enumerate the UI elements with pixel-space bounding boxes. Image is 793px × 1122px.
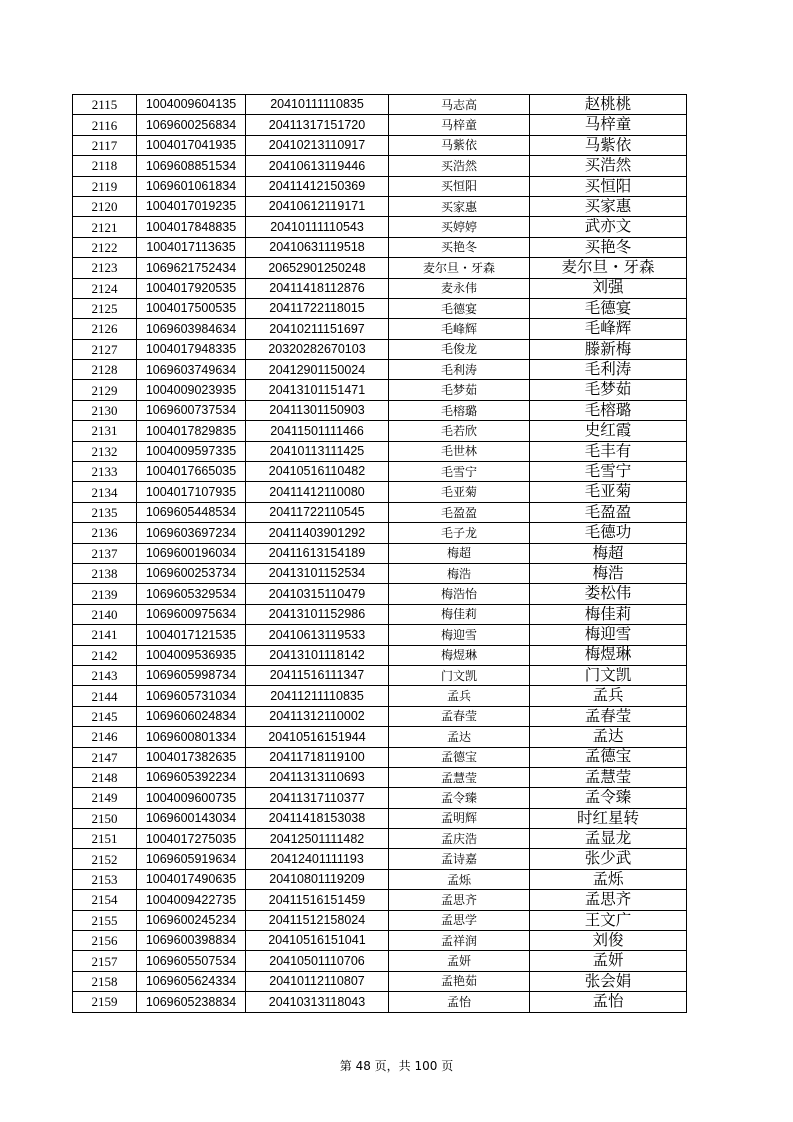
sequence-number-cell: 2154 [73, 890, 137, 910]
recorded-name-cell: 毛雪宁 [530, 462, 687, 482]
table-row [73, 706, 687, 726]
recorded-name-cell: 梅浩 [530, 563, 687, 583]
recorded-name-cell: 孟显龙 [530, 829, 687, 849]
sequence-number-cell: 2133 [73, 462, 137, 482]
name-cell: 孟春莹 [389, 706, 530, 726]
name-cell: 门文凯 [389, 665, 530, 685]
recorded-name-cell: 时红星转 [530, 808, 687, 828]
name-cell: 毛峰辉 [389, 319, 530, 339]
sequence-number-cell: 2117 [73, 135, 137, 155]
exam-number-cell: 20413101118142 [246, 645, 389, 665]
exam-number-cell: 20411718119100 [246, 747, 389, 767]
sequence-number-cell: 2125 [73, 298, 137, 318]
recorded-name-cell: 毛丰有 [530, 441, 687, 461]
recorded-name-cell: 毛峰辉 [530, 319, 687, 339]
table-row [73, 767, 687, 787]
name-cell: 孟令臻 [389, 788, 530, 808]
recorded-name-cell: 王文广 [530, 910, 687, 930]
name-cell: 毛俊龙 [389, 339, 530, 359]
name-cell: 毛梦茹 [389, 380, 530, 400]
recorded-name-cell: 毛德宴 [530, 298, 687, 318]
name-cell: 马志高 [389, 95, 530, 115]
sequence-number-cell: 2116 [73, 115, 137, 135]
exam-number-cell: 20411412150369 [246, 176, 389, 196]
recorded-name-cell: 毛利涛 [530, 360, 687, 380]
name-cell: 孟庆浩 [389, 829, 530, 849]
sequence-number-cell: 2152 [73, 849, 137, 869]
recorded-name-cell: 孟慧莹 [530, 767, 687, 787]
exam-number-cell: 20410516151041 [246, 931, 389, 951]
recorded-name-cell: 买浩然 [530, 156, 687, 176]
exam-number-cell: 20411722110545 [246, 502, 389, 522]
table-row [73, 563, 687, 583]
table-row [73, 156, 687, 176]
table-row [73, 360, 687, 380]
applicant-id-cell: 1004009422735 [137, 890, 246, 910]
recorded-name-cell: 梅煜琳 [530, 645, 687, 665]
recorded-name-cell: 孟兵 [530, 686, 687, 706]
exam-number-cell: 20410213110917 [246, 135, 389, 155]
exam-number-cell: 20410801119209 [246, 869, 389, 889]
applicant-id-cell: 1004017107935 [137, 482, 246, 502]
sequence-number-cell: 2126 [73, 319, 137, 339]
exam-number-cell: 20411317110377 [246, 788, 389, 808]
name-cell: 孟妍 [389, 951, 530, 971]
exam-number-cell: 20410112110807 [246, 971, 389, 991]
name-cell: 毛亚菊 [389, 482, 530, 502]
name-cell: 孟德宝 [389, 747, 530, 767]
exam-number-cell: 20410516110482 [246, 462, 389, 482]
sequence-number-cell: 2129 [73, 380, 137, 400]
table-row [73, 298, 687, 318]
table-row [73, 196, 687, 216]
exam-number-cell: 20411301150903 [246, 400, 389, 420]
exam-number-cell: 20410613119533 [246, 625, 389, 645]
exam-number-cell: 20652901250248 [246, 258, 389, 278]
exam-number-cell: 20410516151944 [246, 727, 389, 747]
table-row [73, 176, 687, 196]
name-cell: 孟艳茹 [389, 971, 530, 991]
exam-number-cell: 20411722118015 [246, 298, 389, 318]
applicant-id-cell: 1004017829835 [137, 421, 246, 441]
name-cell: 孟兵 [389, 686, 530, 706]
table-row [73, 808, 687, 828]
name-cell: 孟思学 [389, 910, 530, 930]
exam-number-cell: 20410631119518 [246, 237, 389, 257]
sequence-number-cell: 2128 [73, 360, 137, 380]
sequence-number-cell: 2123 [73, 258, 137, 278]
sequence-number-cell: 2119 [73, 176, 137, 196]
exam-number-cell: 20410211151697 [246, 319, 389, 339]
table-row [73, 135, 687, 155]
name-cell: 孟思齐 [389, 890, 530, 910]
sequence-number-cell: 2135 [73, 502, 137, 522]
exam-number-cell: 20410612119171 [246, 196, 389, 216]
name-cell: 毛子龙 [389, 523, 530, 543]
table-row [73, 665, 687, 685]
exam-number-cell: 20411418112876 [246, 278, 389, 298]
recorded-name-cell: 麦尔旦・牙森 [530, 258, 687, 278]
table-row [73, 339, 687, 359]
applicant-id-cell: 1004017948335 [137, 339, 246, 359]
exam-number-cell: 20411418153038 [246, 808, 389, 828]
name-cell: 孟烁 [389, 869, 530, 889]
applicant-id-cell: 1069605392234 [137, 767, 246, 787]
exam-number-cell: 20411501111466 [246, 421, 389, 441]
sequence-number-cell: 2156 [73, 931, 137, 951]
recorded-name-cell: 史红霞 [530, 421, 687, 441]
table-row [73, 441, 687, 461]
recorded-name-cell: 张会娟 [530, 971, 687, 991]
sequence-number-cell: 2149 [73, 788, 137, 808]
roster-table-body [73, 95, 687, 1013]
exam-number-cell: 20410111110835 [246, 95, 389, 115]
applicant-id-cell: 1069603984634 [137, 319, 246, 339]
sequence-number-cell: 2140 [73, 604, 137, 624]
applicant-id-cell: 1004017019235 [137, 196, 246, 216]
name-cell: 毛世林 [389, 441, 530, 461]
recorded-name-cell: 武亦文 [530, 217, 687, 237]
exam-number-cell: 20413101151471 [246, 380, 389, 400]
recorded-name-cell: 孟妍 [530, 951, 687, 971]
applicant-id-cell: 1069605448534 [137, 502, 246, 522]
sequence-number-cell: 2146 [73, 727, 137, 747]
applicant-id-cell: 1004017665035 [137, 462, 246, 482]
applicant-id-cell: 1069605507534 [137, 951, 246, 971]
table-row [73, 625, 687, 645]
applicant-id-cell: 1004017382635 [137, 747, 246, 767]
applicant-id-cell: 1004017275035 [137, 829, 246, 849]
applicant-id-cell: 1004009600735 [137, 788, 246, 808]
applicant-id-cell: 1004017121535 [137, 625, 246, 645]
name-cell: 毛榕璐 [389, 400, 530, 420]
sequence-number-cell: 2136 [73, 523, 137, 543]
applicant-id-cell: 1069606024834 [137, 706, 246, 726]
exam-number-cell: 20411516111347 [246, 665, 389, 685]
exam-number-cell: 20412401111193 [246, 849, 389, 869]
sequence-number-cell: 2139 [73, 584, 137, 604]
name-cell: 孟明辉 [389, 808, 530, 828]
name-cell: 麦永伟 [389, 278, 530, 298]
sequence-number-cell: 2148 [73, 767, 137, 787]
name-cell: 毛德宴 [389, 298, 530, 318]
name-cell: 孟达 [389, 727, 530, 747]
table-row [73, 829, 687, 849]
applicant-id-cell: 1004009604135 [137, 95, 246, 115]
applicant-id-cell: 1069600196034 [137, 543, 246, 563]
sequence-number-cell: 2121 [73, 217, 137, 237]
table-row [73, 380, 687, 400]
recorded-name-cell: 马紫依 [530, 135, 687, 155]
sequence-number-cell: 2120 [73, 196, 137, 216]
recorded-name-cell: 买艳冬 [530, 237, 687, 257]
recorded-name-cell: 毛榕璐 [530, 400, 687, 420]
recorded-name-cell: 梅超 [530, 543, 687, 563]
recorded-name-cell: 梅佳莉 [530, 604, 687, 624]
table-row [73, 584, 687, 604]
exam-number-cell: 20410315110479 [246, 584, 389, 604]
applicant-id-cell: 1004017041935 [137, 135, 246, 155]
applicant-id-cell: 1069605329534 [137, 584, 246, 604]
name-cell: 孟怡 [389, 992, 530, 1012]
exam-number-cell: 20413101152986 [246, 604, 389, 624]
recorded-name-cell: 马梓童 [530, 115, 687, 135]
table-row [73, 645, 687, 665]
recorded-name-cell: 娄松伟 [530, 584, 687, 604]
name-cell: 毛盈盈 [389, 502, 530, 522]
table-row [73, 727, 687, 747]
sequence-number-cell: 2115 [73, 95, 137, 115]
table-row [73, 115, 687, 135]
applicant-id-cell: 1069621752434 [137, 258, 246, 278]
sequence-number-cell: 2138 [73, 563, 137, 583]
sequence-number-cell: 2124 [73, 278, 137, 298]
table-row [73, 400, 687, 420]
table-row [73, 237, 687, 257]
recorded-name-cell: 毛梦茹 [530, 380, 687, 400]
table-row [73, 890, 687, 910]
page-footer: 第 48 页，共 100 页 [339, 1059, 454, 1073]
recorded-name-cell: 张少武 [530, 849, 687, 869]
recorded-name-cell: 孟达 [530, 727, 687, 747]
recorded-name-cell: 孟烁 [530, 869, 687, 889]
table-row [73, 931, 687, 951]
applicant-id-cell: 1004017848835 [137, 217, 246, 237]
applicant-id-cell: 1069605238834 [137, 992, 246, 1012]
exam-number-cell: 20411312110002 [246, 706, 389, 726]
exam-number-cell: 20410313118043 [246, 992, 389, 1012]
name-cell: 梅煜琳 [389, 645, 530, 665]
applicant-id-cell: 1069600737534 [137, 400, 246, 420]
table-row [73, 849, 687, 869]
recorded-name-cell: 刘强 [530, 278, 687, 298]
applicant-id-cell: 1004017920535 [137, 278, 246, 298]
applicant-id-cell: 1004009536935 [137, 645, 246, 665]
roster-table [72, 94, 687, 1013]
exam-number-cell: 20410613119446 [246, 156, 389, 176]
recorded-name-cell: 滕新梅 [530, 339, 687, 359]
applicant-id-cell: 1069603749634 [137, 360, 246, 380]
table-row [73, 747, 687, 767]
table-row [73, 869, 687, 889]
applicant-id-cell: 1069601061834 [137, 176, 246, 196]
table-row [73, 951, 687, 971]
exam-number-cell: 20410113111425 [246, 441, 389, 461]
name-cell: 孟祥润 [389, 931, 530, 951]
applicant-id-cell: 1069600801334 [137, 727, 246, 747]
recorded-name-cell: 孟德宝 [530, 747, 687, 767]
table-row [73, 217, 687, 237]
table-row [73, 523, 687, 543]
applicant-id-cell: 1069605998734 [137, 665, 246, 685]
sequence-number-cell: 2159 [73, 992, 137, 1012]
sequence-number-cell: 2130 [73, 400, 137, 420]
name-cell: 梅迎雪 [389, 625, 530, 645]
recorded-name-cell: 孟令臻 [530, 788, 687, 808]
applicant-id-cell: 1069600143034 [137, 808, 246, 828]
table-row [73, 462, 687, 482]
applicant-id-cell: 1069603697234 [137, 523, 246, 543]
name-cell: 麦尔旦・牙森 [389, 258, 530, 278]
applicant-id-cell: 1069605731034 [137, 686, 246, 706]
applicant-id-cell: 1069600256834 [137, 115, 246, 135]
sequence-number-cell: 2131 [73, 421, 137, 441]
sequence-number-cell: 2150 [73, 808, 137, 828]
sequence-number-cell: 2141 [73, 625, 137, 645]
sequence-number-cell: 2134 [73, 482, 137, 502]
name-cell: 毛若欣 [389, 421, 530, 441]
name-cell: 孟慧莹 [389, 767, 530, 787]
name-cell: 买家惠 [389, 196, 530, 216]
recorded-name-cell: 毛盈盈 [530, 502, 687, 522]
name-cell: 买艳冬 [389, 237, 530, 257]
table-row [73, 543, 687, 563]
sequence-number-cell: 2143 [73, 665, 137, 685]
recorded-name-cell: 孟春莹 [530, 706, 687, 726]
applicant-id-cell: 1069600975634 [137, 604, 246, 624]
sequence-number-cell: 2145 [73, 706, 137, 726]
recorded-name-cell: 买恒阳 [530, 176, 687, 196]
exam-number-cell: 20411313110693 [246, 767, 389, 787]
sequence-number-cell: 2122 [73, 237, 137, 257]
sequence-number-cell: 2144 [73, 686, 137, 706]
applicant-id-cell: 1069605624334 [137, 971, 246, 991]
exam-number-cell: 20413101152534 [246, 563, 389, 583]
table-row [73, 910, 687, 930]
recorded-name-cell: 梅迎雪 [530, 625, 687, 645]
table-row [73, 421, 687, 441]
recorded-name-cell: 刘俊 [530, 931, 687, 951]
exam-number-cell: 20411317151720 [246, 115, 389, 135]
recorded-name-cell: 赵桃桃 [530, 95, 687, 115]
name-cell: 马梓童 [389, 115, 530, 135]
exam-number-cell: 20412901150024 [246, 360, 389, 380]
sequence-number-cell: 2151 [73, 829, 137, 849]
applicant-id-cell: 1004009023935 [137, 380, 246, 400]
applicant-id-cell: 1004017500535 [137, 298, 246, 318]
name-cell: 梅浩怡 [389, 584, 530, 604]
exam-number-cell: 20411403901292 [246, 523, 389, 543]
name-cell: 毛利涛 [389, 360, 530, 380]
table-row [73, 686, 687, 706]
sequence-number-cell: 2157 [73, 951, 137, 971]
exam-number-cell: 20410501110706 [246, 951, 389, 971]
applicant-id-cell: 1069600245234 [137, 910, 246, 930]
exam-number-cell: 20320282670103 [246, 339, 389, 359]
exam-number-cell: 20411516151459 [246, 890, 389, 910]
applicant-id-cell: 1004017490635 [137, 869, 246, 889]
applicant-id-cell: 1069600398834 [137, 931, 246, 951]
exam-number-cell: 20410111110543 [246, 217, 389, 237]
sequence-number-cell: 2118 [73, 156, 137, 176]
name-cell: 梅超 [389, 543, 530, 563]
name-cell: 买恒阳 [389, 176, 530, 196]
sequence-number-cell: 2127 [73, 339, 137, 359]
table-row [73, 482, 687, 502]
table-row [73, 788, 687, 808]
sequence-number-cell: 2153 [73, 869, 137, 889]
exam-number-cell: 20411412110080 [246, 482, 389, 502]
table-row [73, 604, 687, 624]
table-row [73, 258, 687, 278]
table-row [73, 992, 687, 1012]
exam-number-cell: 20412501111482 [246, 829, 389, 849]
sequence-number-cell: 2132 [73, 441, 137, 461]
name-cell: 买婷婷 [389, 217, 530, 237]
exam-number-cell: 20411211110835 [246, 686, 389, 706]
sequence-number-cell: 2147 [73, 747, 137, 767]
sequence-number-cell: 2142 [73, 645, 137, 665]
name-cell: 毛雪宁 [389, 462, 530, 482]
sequence-number-cell: 2158 [73, 971, 137, 991]
applicant-id-cell: 1004009597335 [137, 441, 246, 461]
recorded-name-cell: 孟思齐 [530, 890, 687, 910]
recorded-name-cell: 孟怡 [530, 992, 687, 1012]
name-cell: 买浩然 [389, 156, 530, 176]
applicant-id-cell: 1069605919634 [137, 849, 246, 869]
table-row [73, 278, 687, 298]
table-row [73, 971, 687, 991]
exam-number-cell: 20411613154189 [246, 543, 389, 563]
applicant-id-cell: 1069608851534 [137, 156, 246, 176]
table-row [73, 319, 687, 339]
applicant-id-cell: 1004017113635 [137, 237, 246, 257]
name-cell: 孟诗嘉 [389, 849, 530, 869]
recorded-name-cell: 毛德功 [530, 523, 687, 543]
exam-number-cell: 20411512158024 [246, 910, 389, 930]
table-row [73, 502, 687, 522]
table-row [73, 95, 687, 115]
applicant-id-cell: 1069600253734 [137, 563, 246, 583]
sequence-number-cell: 2155 [73, 910, 137, 930]
recorded-name-cell: 买家惠 [530, 196, 687, 216]
recorded-name-cell: 门文凯 [530, 665, 687, 685]
recorded-name-cell: 毛亚菊 [530, 482, 687, 502]
name-cell: 梅浩 [389, 563, 530, 583]
name-cell: 梅佳莉 [389, 604, 530, 624]
name-cell: 马紫依 [389, 135, 530, 155]
sequence-number-cell: 2137 [73, 543, 137, 563]
